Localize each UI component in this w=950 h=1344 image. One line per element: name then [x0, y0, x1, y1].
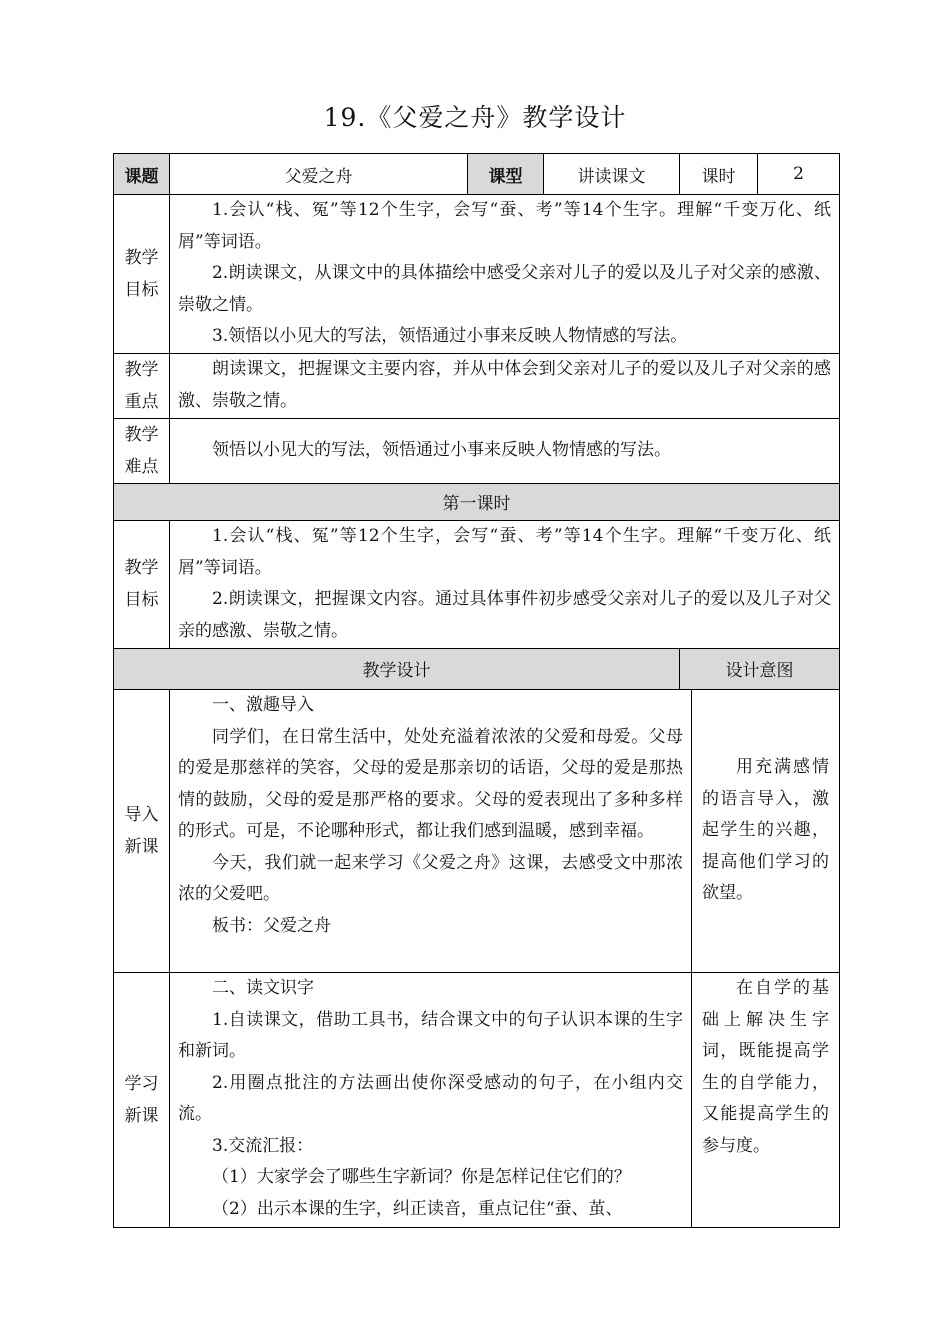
topic-label: 课题 [114, 154, 170, 195]
hours-value: 2 [758, 154, 840, 195]
lesson-plan-table [113, 153, 840, 690]
objective-item: 1.会认“栈、冤”等12个生字，会写“蚕、考”等14个生字。理解“千变万化、纸屑”等词语。 [178, 526, 831, 578]
design-header-row [114, 648, 840, 689]
type-label: 课型 [468, 154, 544, 195]
first-lesson-heading-row [114, 483, 840, 520]
page-title: 19.《父爱之舟》教学设计 [323, 103, 627, 132]
intro-intent: 用充满感情的语言导入，激起学生的兴趣，提高他们学习的欲望。 [692, 690, 840, 973]
study-paragraph: （1）大家学会了哪些生字新词？你是怎样记住它们的？ [212, 1167, 631, 1187]
type-value: 讲读课文 [544, 154, 680, 195]
difficulties-label: 教学 难点 [114, 418, 170, 483]
intro-paragraph: 今天，我们就一起来学习《父爱之舟》这课，去感受文中那浓浓的父爱吧。 [178, 852, 683, 904]
key-points-label: 教学 重点 [114, 353, 170, 418]
design-header: 教学设计 [114, 648, 680, 689]
study-row [114, 973, 840, 1228]
difficulties-content: 领悟以小见大的写法，领悟通过小事来反映人物情感的写法。 [170, 418, 840, 483]
objective-item: 3.领悟以小见大的写法，领悟通过小事来反映人物情感的写法。 [212, 326, 688, 346]
first-lesson-objectives-row [114, 520, 840, 648]
objectives-row [114, 195, 840, 354]
intro-board-note: 板书：父爱之舟 [212, 915, 331, 936]
first-lesson-heading: 第一课时 [114, 483, 840, 520]
objectives-label: 教学 目标 [114, 195, 170, 354]
objectives-content [170, 195, 840, 354]
hours-label: 课时 [680, 154, 758, 195]
first-lesson-objectives-content [170, 520, 840, 648]
intent-header: 设计意图 [680, 648, 840, 689]
study-content [170, 973, 692, 1228]
study-paragraph: 2.用圈点批注的方法画出使你深受感动的句子，在小组内交流。 [178, 1072, 683, 1124]
header-row [114, 154, 840, 195]
key-points-row [114, 353, 840, 418]
objective-item: 1.会认“栈、冤”等12个生字，会写“蚕、考”等14个生字。理解“千变万化、纸屑”等词语。 [178, 200, 831, 252]
study-intent: 在自学的基础上解决生字词，既能提高学生的自学能力，又能提高学生的参与度。 [692, 973, 840, 1228]
key-points-content: 朗读课文，把握课文主要内容，并从中体会到父亲对儿子的爱以及儿子对父亲的感激、崇敬之情。 [170, 353, 840, 418]
intro-label: 导入 新课 [114, 690, 170, 973]
study-paragraph: 3.交流汇报： [212, 1135, 314, 1156]
objective-item: 2.朗读课文，从课文中的具体描绘中感受父亲对儿子的爱以及儿子对父亲的感激、崇敬之情。 [178, 263, 831, 315]
intro-row [114, 690, 840, 973]
study-paragraph: （2）出示本课的生字，纠正读音，重点记住“蚕、茧、 [212, 1198, 623, 1219]
lesson-design-table [113, 689, 840, 1228]
intro-heading: 一、激趣导入 [212, 695, 314, 715]
study-label: 学习 新课 [114, 973, 170, 1228]
study-paragraph: 1.自读课文，借助工具书，结合课文中的句子认识本课的生字和新词。 [178, 1009, 683, 1061]
difficulties-row [114, 418, 840, 483]
first-lesson-objectives-label: 教学 目标 [114, 520, 170, 648]
objective-item: 2.朗读课文，把握课文内容。通过具体事件初步感受父亲对儿子的爱以及儿子对父亲的感激、崇敬之情。 [178, 589, 831, 641]
intro-content [170, 690, 692, 973]
study-heading: 二、读文识字 [212, 978, 314, 998]
topic-value: 父爱之舟 [170, 154, 468, 195]
intro-paragraph: 同学们，在日常生活中，处处充溢着浓浓的父爱和母爱。父母的爱是那慈祥的笑容，父母的爱是那亲切的话语，父母的爱是那热情的鼓励，父母的爱是那严格的要求。父母的爱表现出了多种多样的形式。可是，不论哪种形式，都让我们感到温暖，感到幸福。 [178, 726, 683, 841]
